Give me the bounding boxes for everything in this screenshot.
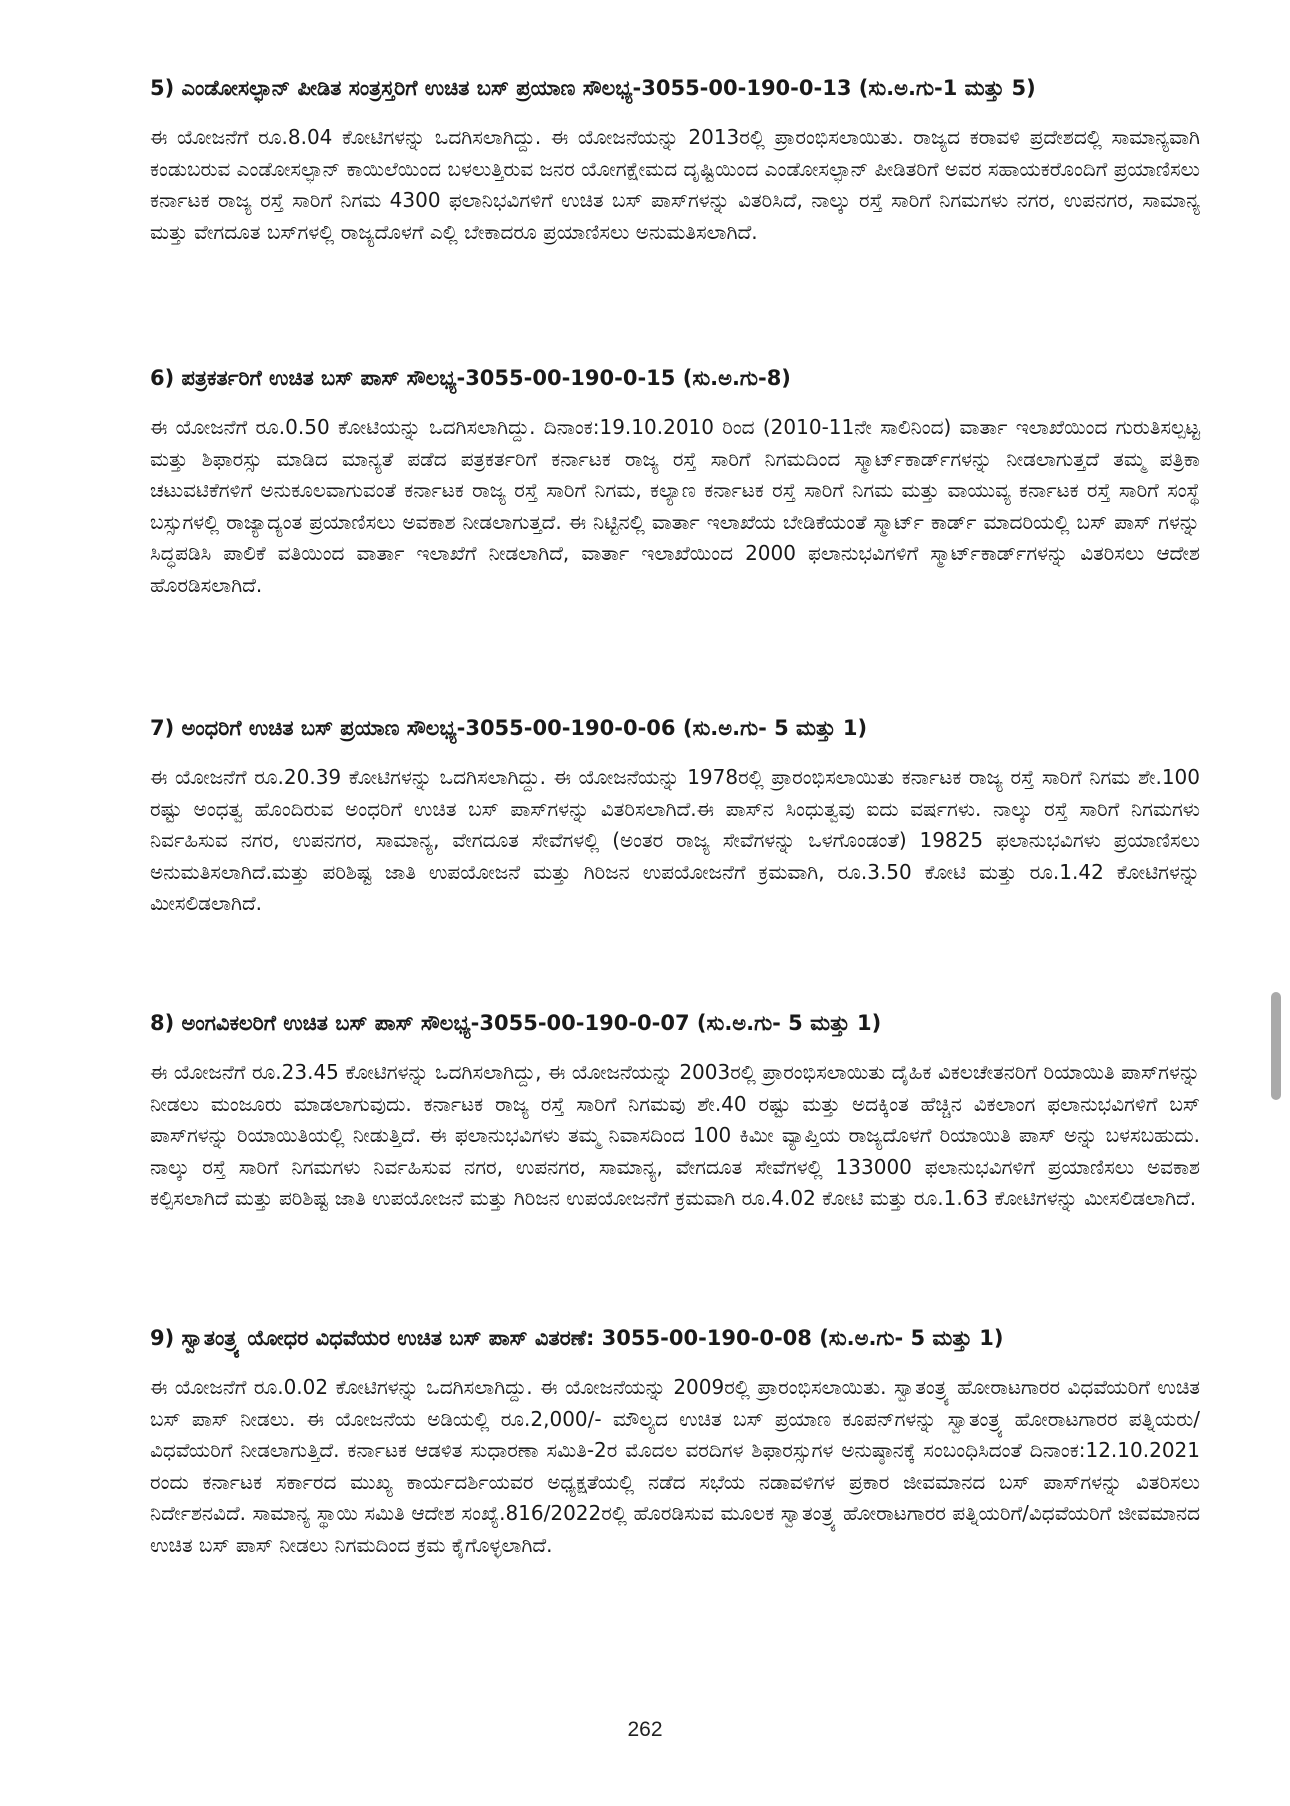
section-heading: 7) ಅಂಧರಿಗೆ ಉಚಿತ ಬಸ್ ಪ್ರಯಾಣ ಸೌಲಭ್ಯ-3055-00-190-0-06 (ಸು.ಅ.ಗು- 5 ಮತ್ತು 1) <box>150 716 868 740</box>
section-body: ಈ ಯೋಜನೆಗೆ ರೂ.0.50 ಕೋಟಿಯನ್ನು ಒದಗಿಸಲಾಗಿದ್ದು. ದಿನಾಂಕ:19.10.2010 ರಿಂದ (2010-11ನೇ ಸಾಲಿನಿಂದ) ವಾರ್ತಾ ಇಲಾಖೆಯಿಂದ ಗುರುತಿಸಲ್ಪಟ್ಟ ಮತ್ತು ಶಿಫಾರಸ್ಸು ಮಾಡಿದ ಮಾನ್ಯತೆ ಪಡೆದ ಪತ್ರಕರ್ತರಿಗೆ ಕರ್ನಾಟಕ ರಾಜ್ಯ ರಸ್ತೆ ಸಾರಿಗೆ ನಿಗಮದಿಂದ ಸ್ಮಾರ್ಟ್‌ಕಾರ್ಡ್‌ಗಳನ್ನು ನೀಡಲಾಗುತ್ತದೆ ತಮ್ಮ ಪತ್ರಿಕಾ ಚಟುವಟಿಕೆಗಳಿಗೆ ಅನುಕೂಲವಾಗುವಂತೆ ಕರ್ನಾಟಕ ರಾಜ್ಯ ರಸ್ತೆ ಸಾರಿಗೆ ನಿಗಮ, ಕಲ್ಯಾಣ ಕರ್ನಾಟಕ ರಸ್ತೆ ಸಾರಿಗೆ ನಿಗಮ ಮತ್ತು ವಾಯುವ್ಯ ಕರ್ನಾಟಕ ರಸ್ತೆ ಸಾರಿಗೆ ಸಂಸ್ಥೆ ಬಸ್ಸುಗಳಲ್ಲಿ ರಾಜ್ಯಾದ್ಯಂತ ಪ್ರಯಾಣಿಸಲು ಅವಕಾಶ ನೀಡಲಾಗುತ್ತದೆ. ಈ ನಿಟ್ಟಿನಲ್ಲಿ ವಾರ್ತಾ ಇಲಾಖೆಯ ಬೇಡಿಕೆಯಂತೆ ಸ್ಮಾರ್ಟ್ ಕಾರ್ಡ್ ಮಾದರಿಯಲ್ಲಿ ಬಸ್ ಪಾಸ್ ಗಳನ್ನು ಸಿದ್ಧಪಡಿಸಿ ಪಾಲಿಕೆ ವತಿಯಿಂದ ವಾರ್ತಾ ಇಲಾಖೆಗೆ ನೀಡಲಾಗಿದೆ, ವಾರ್ತಾ ಇಲಾಖೆಯಿಂದ 2000 ಫಲಾನುಭವಿಗಳಿಗೆ ಸ್ಮಾರ್ಟ್‌ಕಾರ್ಡ್‌ಗಳನ್ನು ವಿತರಿಸಲು ಆದೇಶ ಹೊರಡಿಸಲಾಗಿದೆ. <box>150 415 1200 597</box>
section-7-blind <box>150 712 1200 932</box>
section-8-disabled <box>150 1007 1200 1227</box>
section-heading: 8) ಅಂಗವಿಕಲರಿಗೆ ಉಚಿತ ಬಸ್ ಪಾಸ್ ಸೌಲಭ್ಯ-3055-00-190-0-07 (ಸು.ಅ.ಗು- 5 ಮತ್ತು 1) <box>150 1011 882 1035</box>
page-number: 262 <box>627 1718 663 1741</box>
section-heading: 6) ಪತ್ರಕರ್ತರಿಗೆ ಉಚಿತ ಬಸ್ ಪಾಸ್ ಸೌಲಭ್ಯ-3055-00-190-0-15 (ಸು.ಅ.ಗು-8) <box>150 366 791 390</box>
section-body: ಈ ಯೋಜನೆಗೆ ರೂ.23.45 ಕೋಟಿಗಳನ್ನು ಒದಗಿಸಲಾಗಿದ್ದು, ಈ ಯೋಜನೆಯನ್ನು 2003ರಲ್ಲಿ ಪ್ರಾರಂಭಿಸಲಾಯಿತು ದೈಹಿಕ ವಿಕಲಚೇತನರಿಗೆ ರಿಯಾಯಿತಿ ಪಾಸ್‌ಗಳನ್ನು ನೀಡಲು ಮಂಜೂರು ಮಾಡಲಾಗುವುದು. ಕರ್ನಾಟಕ ರಾಜ್ಯ ರಸ್ತೆ ಸಾರಿಗೆ ನಿಗಮವು ಶೇ.40 ರಷ್ಟು ಮತ್ತು ಅದಕ್ಕಿಂತ ಹೆಚ್ಚಿನ ವಿಕಲಾಂಗ ಫಲಾನುಭವಿಗಳಿಗೆ ಬಸ್ ಪಾಸ್‌ಗಳನ್ನು ರಿಯಾಯಿತಿಯಲ್ಲಿ ನೀಡುತ್ತಿದೆ. ಈ ಫಲಾನುಭವಿಗಳು ತಮ್ಮ ನಿವಾಸದಿಂದ 100 ಕಿಮೀ ವ್ಯಾಪ್ತಿಯ ರಾಜ್ಯದೊಳಗೆ ರಿಯಾಯಿತಿ ಪಾಸ್ ಅನ್ನು ಬಳಸಬಹುದು. ನಾಲ್ಕು ರಸ್ತೆ ಸಾರಿಗೆ ನಿಗಮಗಳು ನಿರ್ವಹಿಸುವ ನಗರ, ಉಪನಗರ, ಸಾಮಾನ್ಯ, ವೇಗದೂತ ಸೇವೆಗಳಲ್ಲಿ 133000 ಫಲಾನುಭವಿಗಳಿಗೆ ಪ್ರಯಾಣಿಸಲು ಅವಕಾಶ ಕಲ್ಪಿಸಲಾಗಿದೆ ಮತ್ತು ಪರಿಶಿಷ್ಟ ಜಾತಿ ಉಪಯೋಜನೆ ಮತ್ತು ಗಿರಿಜನ ಉಪಯೋಜನೆಗೆ ಕ್ರಮವಾಗಿ ರೂ.4.02 ಕೋಟಿ ಮತ್ತು ರೂ.1.63 ಕೋಟಿಗಳನ್ನು ಮೀಸಲಿಡಲಾಗಿದೆ. <box>150 1060 1200 1210</box>
section-body: ಈ ಯೋಜನೆಗೆ ರೂ.20.39 ಕೋಟಿಗಳನ್ನು ಒದಗಿಸಲಾಗಿದ್ದು. ಈ ಯೋಜನೆಯನ್ನು 1978ರಲ್ಲಿ ಪ್ರಾರಂಭಿಸಲಾಯಿತು ಕರ್ನಾಟಕ ರಾಜ್ಯ ರಸ್ತೆ ಸಾರಿಗೆ ನಿಗಮ ಶೇ.100 ರಷ್ಟು ಅಂಧತ್ವ ಹೊಂದಿರುವ ಅಂಧರಿಗೆ ಉಚಿತ ಬಸ್ ಪಾಸ್‌ಗಳನ್ನು ವಿತರಿಸಲಾಗಿದೆ.ಈ ಪಾಸ್‌ನ ಸಿಂಧುತ್ವವು ಐದು ವರ್ಷಗಳು. ನಾಲ್ಕು ರಸ್ತೆ ಸಾರಿಗೆ ನಿಗಮಗಳು ನಿರ್ವಹಿಸುವ ನಗರ, ಉಪನಗರ, ಸಾಮಾನ್ಯ, ವೇಗದೂತ ಸೇವೆಗಳಲ್ಲಿ (ಅಂತರ ರಾಜ್ಯ ಸೇವೆಗಳನ್ನು ಒಳಗೊಂಡಂತೆ) 19825 ಫಲಾನುಭವಿಗಳು ಪ್ರಯಾಣಿಸಲು ಅನುಮತಿಸಲಾಗಿದೆ.ಮತ್ತು ಪರಿಶಿಷ್ಟ ಜಾತಿ ಉಪಯೋಜನೆ ಮತ್ತು ಗಿರಿಜನ ಉಪಯೋಜನೆಗೆ ಕ್ರಮವಾಗಿ, ರೂ.3.50 ಕೋಟಿ ಮತ್ತು ರೂ.1.42 ಕೋಟಿಗಳನ್ನು ಮೀಸಲಿಡಲಾಗಿದೆ. <box>150 765 1200 915</box>
section-6-journalists <box>150 362 1200 613</box>
section-9-freedom-fighter-widows <box>150 1322 1200 1573</box>
section-body: ಈ ಯೋಜನೆಗೆ ರೂ.8.04 ಕೋಟಿಗಳನ್ನು ಒದಗಿಸಲಾಗಿದ್ದು. ಈ ಯೋಜನೆಯನ್ನು 2013ರಲ್ಲಿ ಪ್ರಾರಂಭಿಸಲಾಯಿತು. ರಾಜ್ಯದ ಕರಾವಳಿ ಪ್ರದೇಶದಲ್ಲಿ ಸಾಮಾನ್ಯವಾಗಿ ಕಂಡುಬರುವ ಎಂಡೋಸಲ್ಫಾನ್ ಕಾಯಿಲೆಯಿಂದ ಬಳಲುತ್ತಿರುವ ಜನರ ಯೋಗಕ್ಷೇಮದ ದೃಷ್ಟಿಯಿಂದ ಎಂಡೋಸಲ್ಫಾನ್ ಪೀಡಿತರಿಗೆ ಅವರ ಸಹಾಯಕರೊಂದಿಗೆ ಪ್ರಯಾಣಿಸಲು ಕರ್ನಾಟಕ ರಾಜ್ಯ ರಸ್ತೆ ಸಾರಿಗೆ ನಿಗಮ 4300 ಫಲಾನಿಭವಿಗಳಿಗೆ ಉಚಿತ ಬಸ್ ಪಾಸ್‌ಗಳನ್ನು ವಿತರಿಸಿದೆ, ನಾಲ್ಕು ರಸ್ತೆ ಸಾರಿಗೆ ನಿಗಮಗಳು ನಗರ, ಉಪನಗರ, ಸಾಮಾನ್ಯ ಮತ್ತು ವೇಗದೂತ ಬಸ್‌ಗಳಲ್ಲಿ ರಾಜ್ಯದೊಳಗೆ ಎಲ್ಲಿ ಬೇಕಾದರೂ ಪ್ರಯಾಣಿಸಲು ಅನುಮತಿಸಲಾಗಿದೆ. <box>150 125 1200 244</box>
vertical-scrollbar-thumb[interactable] <box>1271 992 1281 1100</box>
section-5-endosulfan-victims <box>150 72 1200 260</box>
section-heading: 5) ಎಂಡೋಸಲ್ಫಾನ್ ಪೀಡಿತ ಸಂತ್ರಸ್ತರಿಗೆ ಉಚಿತ ಬಸ್ ಪ್ರಯಾಣ ಸೌಲಭ್ಯ-3055-00-190-0-13 (ಸು.ಅ.ಗು-1 ಮತ್ತು 5) <box>150 76 1036 100</box>
section-body: ಈ ಯೋಜನೆಗೆ ರೂ.0.02 ಕೋಟಿಗಳನ್ನು ಒದಗಿಸಲಾಗಿದ್ದು. ಈ ಯೋಜನೆಯನ್ನು 2009ರಲ್ಲಿ ಪ್ರಾರಂಭಿಸಲಾಯಿತು. ಸ್ವಾತಂತ್ರ್ಯ ಹೋರಾಟಗಾರರ ವಿಧವೆಯರಿಗೆ ಉಚಿತ ಬಸ್ ಪಾಸ್ ನೀಡಲು. ಈ ಯೋಜನೆಯ ಅಡಿಯಲ್ಲಿ ರೂ.2,000/- ಮೌಲ್ಯದ ಉಚಿತ ಬಸ್ ಪ್ರಯಾಣ ಕೂಪನ್‌ಗಳನ್ನು ಸ್ವಾತಂತ್ರ್ಯ ಹೋರಾಟಗಾರರ ಪತ್ನಿಯರು/ವಿಧವೆಯರಿಗೆ ನೀಡಲಾಗುತ್ತಿದೆ. ಕರ್ನಾಟಕ ಆಡಳಿತ ಸುಧಾರಣಾ ಸಮಿತಿ-2ರ ಮೊದಲ ವರದಿಗಳ ಶಿಫಾರಸ್ಸುಗಳ ಅನುಷ್ಠಾನಕ್ಕೆ ಸಂಬಂಧಿಸಿದಂತೆ ದಿನಾಂಕ:12.10.2021 ರಂದು ಕರ್ನಾಟಕ ಸರ್ಕಾರದ ಮುಖ್ಯ ಕಾರ್ಯದರ್ಶಿಯವರ ಅಧ್ಯಕ್ಷತೆಯಲ್ಲಿ ನಡೆದ ಸಭೆಯ ನಡಾವಳಿಗಳ ಪ್ರಕಾರ ಜೀವಮಾನದ ಬಸ್ ಪಾಸ್‌ಗಳನ್ನು ವಿತರಿಸಲು ನಿರ್ದೇಶನವಿದೆ. ಸಾಮಾನ್ಯ ಸ್ಥಾಯಿ ಸಮಿತಿ ಆದೇಶ ಸಂಖ್ಯೆ.816/2022ರಲ್ಲಿ ಹೊರಡಿಸುವ ಮೂಲಕ ಸ್ವಾತಂತ್ರ್ಯ ಹೋರಾಟಗಾರರ ಪತ್ನಿಯರಿಗೆ/ವಿಧವೆಯರಿಗೆ ಜೀವಮಾನದ ಉಚಿತ ಬಸ್ ಪಾಸ್ ನೀಡಲು ನಿಗಮದಿಂದ ಕ್ರಮ ಕೈಗೊಳ್ಳಲಾಗಿದೆ. <box>150 1375 1200 1557</box>
section-heading: 9) ಸ್ವಾತಂತ್ರ್ಯ ಯೋಧರ ವಿಧವೆಯರ ಉಚಿತ ಬಸ್ ಪಾಸ್ ವಿತರಣೆ: 3055-00-190-0-08 (ಸು.ಅ.ಗು- 5 ಮತ್ತು 1) <box>150 1326 1004 1350</box>
